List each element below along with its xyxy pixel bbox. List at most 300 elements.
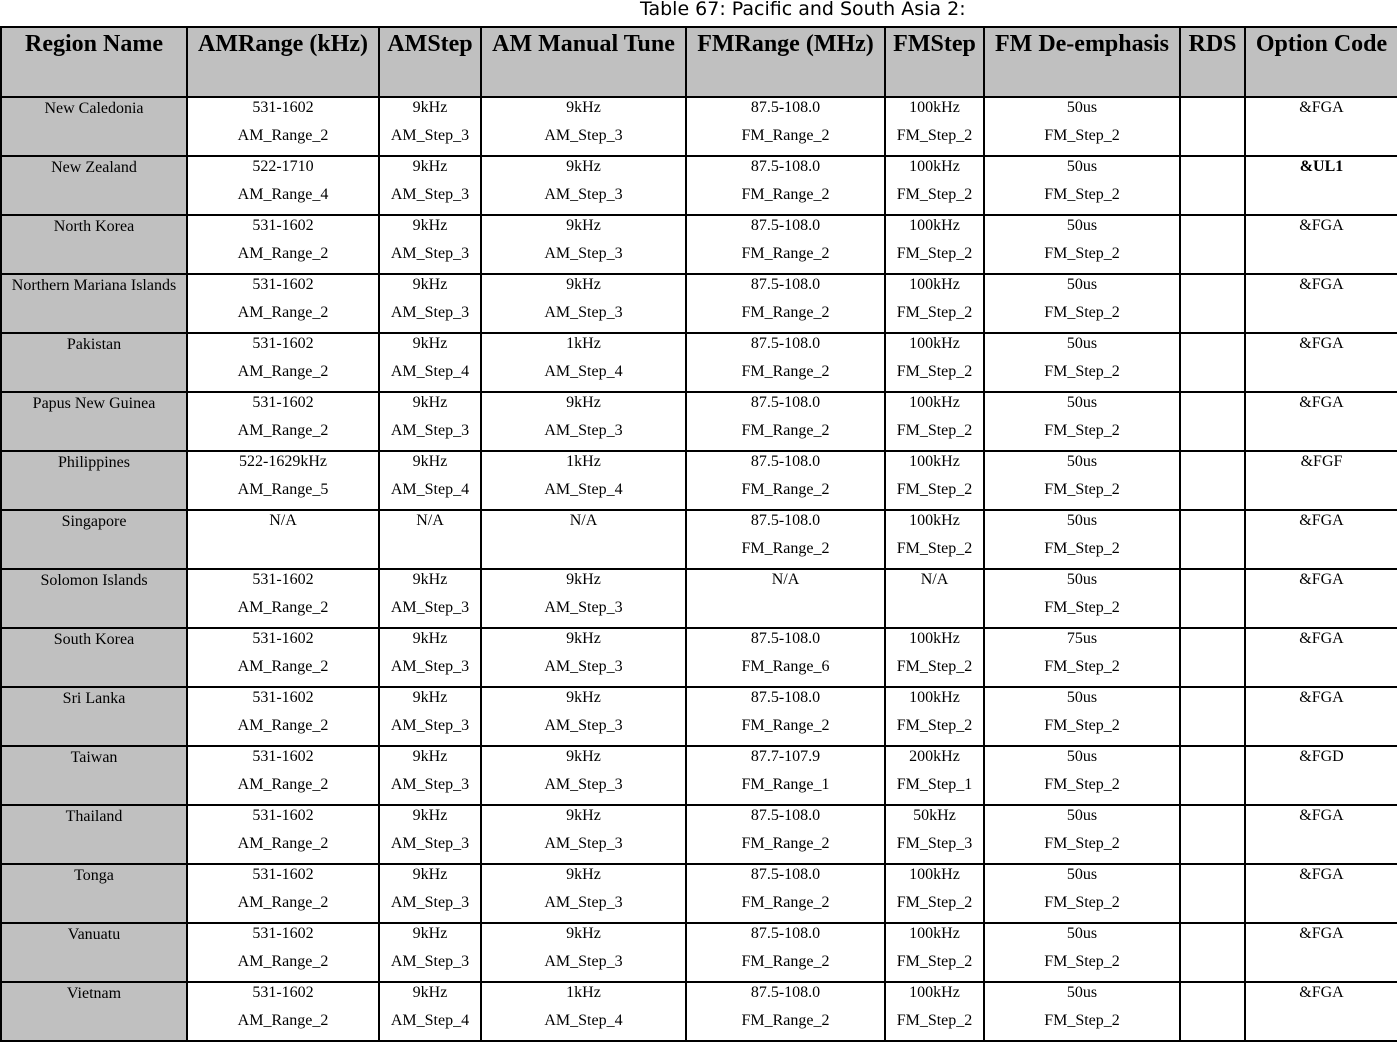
am-step-value: 9kHz <box>412 394 448 411</box>
am-manual-tune-identifier: AM_Step_4 <box>544 363 623 380</box>
am-manual-tune-cell <box>481 923 686 982</box>
am-manual-tune-identifier: AM_Step_3 <box>544 599 623 616</box>
am-step-cell <box>379 864 481 923</box>
am-step-identifier: AM_Step_3 <box>390 599 470 616</box>
rds-cell <box>1180 215 1245 274</box>
am-step-identifier <box>380 535 480 563</box>
fm-deemphasis-cell <box>984 333 1180 392</box>
am-range-identifier: AM_Range_2 <box>237 363 329 380</box>
header-am-manual-tune: AM Manual Tune <box>481 27 686 97</box>
am-step-cell <box>379 628 481 687</box>
am-step-identifier: AM_Step_3 <box>390 422 470 439</box>
fm-range-identifier <box>687 594 884 622</box>
fm-step-value: 100kHz <box>909 925 960 942</box>
am-manual-tune-value: 1kHz <box>566 453 601 470</box>
fm-deemphasis-value: 50us <box>1066 99 1098 116</box>
am-manual-tune-value: 9kHz <box>566 571 601 588</box>
fm-deemphasis-value: 50us <box>1066 866 1098 883</box>
fm-range-cell <box>686 215 885 274</box>
fm-range-identifier: FM_Range_2 <box>741 835 830 852</box>
fm-range-value: 87.5-108.0 <box>750 99 821 116</box>
option-code-cell: &FGA <box>1245 569 1397 628</box>
fm-deemphasis-value: 50us <box>1066 689 1098 706</box>
header-fm-step: FMStep <box>885 27 984 97</box>
region-name-cell: Thailand <box>1 805 187 864</box>
am-manual-tune-identifier: AM_Step_4 <box>544 481 623 498</box>
am-manual-tune-cell <box>481 687 686 746</box>
fm-range-value: 87.5-108.0 <box>750 689 821 706</box>
am-manual-tune-value: 9kHz <box>566 807 601 824</box>
am-range-identifier <box>188 535 378 563</box>
fm-range-cell <box>686 569 885 628</box>
fm-range-value: 87.7-107.9 <box>750 748 821 765</box>
fm-range-identifier: FM_Range_2 <box>741 1012 830 1029</box>
am-manual-tune-identifier: AM_Step_3 <box>544 658 623 675</box>
am-range-identifier: AM_Range_2 <box>237 953 329 970</box>
fm-deemphasis-identifier: FM_Step_2 <box>1044 186 1120 203</box>
header-row <box>1 27 1397 97</box>
am-range-value: 531-1602 <box>252 276 314 293</box>
fm-step-value: 100kHz <box>909 984 960 1001</box>
am-step-identifier: AM_Step_3 <box>390 894 470 911</box>
am-step-identifier: AM_Step_3 <box>390 658 470 675</box>
fm-deemphasis-value: 50us <box>1066 335 1098 352</box>
fm-range-value: 87.5-108.0 <box>750 512 821 529</box>
am-step-value: 9kHz <box>412 748 448 765</box>
fm-deemphasis-cell <box>984 982 1180 1041</box>
am-step-cell <box>379 97 481 156</box>
fm-range-identifier: FM_Range_2 <box>741 245 830 262</box>
am-range-value: N/A <box>269 512 297 529</box>
am-range-cell <box>187 392 379 451</box>
fm-range-cell <box>686 864 885 923</box>
am-manual-tune-cell <box>481 510 686 569</box>
am-manual-tune-cell <box>481 215 686 274</box>
fm-deemphasis-identifier: FM_Step_2 <box>1044 304 1120 321</box>
header-fm-range: FMRange (MHz) <box>686 27 885 97</box>
fm-deemphasis-cell <box>984 923 1180 982</box>
fm-range-value: 87.5-108.0 <box>750 984 821 1001</box>
fm-step-identifier: FM_Step_2 <box>896 658 973 675</box>
table-body <box>1 97 1397 1041</box>
fm-deemphasis-value: 50us <box>1066 394 1098 411</box>
region-name-cell: Taiwan <box>1 746 187 805</box>
am-step-cell <box>379 805 481 864</box>
rds-cell <box>1180 569 1245 628</box>
am-step-identifier: AM_Step_3 <box>390 776 470 793</box>
am-step-cell <box>379 687 481 746</box>
region-name-cell: Northern Mariana Islands <box>1 274 187 333</box>
fm-step-value: 100kHz <box>909 630 960 647</box>
region-name-cell: Philippines <box>1 451 187 510</box>
option-code-cell: &FGA <box>1245 510 1397 569</box>
am-manual-tune-cell <box>481 864 686 923</box>
am-step-value: N/A <box>416 512 444 529</box>
option-code-cell: &FGA <box>1245 392 1397 451</box>
am-manual-tune-cell <box>481 451 686 510</box>
am-step-cell <box>379 274 481 333</box>
rds-cell <box>1180 333 1245 392</box>
am-range-cell <box>187 687 379 746</box>
fm-step-cell <box>885 510 984 569</box>
rds-cell <box>1180 451 1245 510</box>
region-name-cell: Tonga <box>1 864 187 923</box>
am-range-cell <box>187 982 379 1041</box>
am-range-value: 531-1602 <box>252 748 314 765</box>
am-range-cell <box>187 805 379 864</box>
region-name-cell: New Zealand <box>1 156 187 215</box>
am-manual-tune-value: 9kHz <box>566 748 601 765</box>
fm-step-value: 100kHz <box>909 217 960 234</box>
table-row <box>1 97 1397 156</box>
am-step-cell <box>379 923 481 982</box>
option-code-cell: &FGA <box>1245 864 1397 923</box>
region-name-cell: Pakistan <box>1 333 187 392</box>
am-step-cell <box>379 451 481 510</box>
am-step-identifier: AM_Step_3 <box>390 835 470 852</box>
fm-deemphasis-identifier: FM_Step_2 <box>1044 422 1120 439</box>
region-name-cell: Papus New Guinea <box>1 392 187 451</box>
fm-step-cell <box>885 156 984 215</box>
fm-deemphasis-cell <box>984 805 1180 864</box>
fm-range-identifier: FM_Range_1 <box>741 776 830 793</box>
fm-deemphasis-identifier: FM_Step_2 <box>1044 540 1120 557</box>
am-manual-tune-identifier: AM_Step_3 <box>544 186 623 203</box>
option-code-cell: &FGA <box>1245 274 1397 333</box>
am-manual-tune-identifier: AM_Step_3 <box>544 953 623 970</box>
fm-step-cell <box>885 215 984 274</box>
am-range-identifier: AM_Range_2 <box>237 599 329 616</box>
fm-deemphasis-value: 50us <box>1066 925 1098 942</box>
table-caption-text: Table 67: Pacific and South Asia 2: <box>640 0 966 20</box>
table-row <box>1 156 1397 215</box>
fm-range-value: N/A <box>771 571 800 588</box>
am-range-cell <box>187 510 379 569</box>
am-range-cell <box>187 274 379 333</box>
fm-deemphasis-value: 50us <box>1066 512 1098 529</box>
fm-deemphasis-identifier: FM_Step_2 <box>1044 835 1120 852</box>
am-range-value: 531-1602 <box>252 630 314 647</box>
am-step-value: 9kHz <box>412 453 448 470</box>
am-step-identifier: AM_Step_4 <box>390 1012 470 1029</box>
fm-deemphasis-identifier: FM_Step_2 <box>1044 245 1120 262</box>
fm-range-cell <box>686 451 885 510</box>
fm-range-cell <box>686 156 885 215</box>
am-manual-tune-cell <box>481 982 686 1041</box>
fm-range-cell <box>686 392 885 451</box>
fm-range-cell <box>686 333 885 392</box>
fm-deemphasis-cell <box>984 274 1180 333</box>
am-step-identifier: AM_Step_3 <box>390 953 470 970</box>
fm-step-cell <box>885 982 984 1041</box>
fm-step-value: 200kHz <box>909 748 960 765</box>
am-manual-tune-value: 9kHz <box>566 866 601 883</box>
am-manual-tune-value: 9kHz <box>566 630 601 647</box>
option-code-cell: &FGA <box>1245 805 1397 864</box>
fm-step-identifier: FM_Step_2 <box>896 953 973 970</box>
fm-deemphasis-identifier: FM_Step_2 <box>1044 717 1120 734</box>
am-manual-tune-value: 9kHz <box>566 217 601 234</box>
fm-step-value: 100kHz <box>909 453 960 470</box>
am-range-cell <box>187 156 379 215</box>
am-step-cell <box>379 215 481 274</box>
am-range-identifier: AM_Range_2 <box>237 304 329 321</box>
fm-step-cell <box>885 274 984 333</box>
table-row <box>1 982 1397 1041</box>
header-fm-deemphasis: FM De-emphasis <box>984 27 1180 97</box>
am-manual-tune-identifier: AM_Step_3 <box>544 422 623 439</box>
fm-step-cell <box>885 923 984 982</box>
am-step-cell <box>379 982 481 1041</box>
fm-deemphasis-identifier: FM_Step_2 <box>1044 599 1120 616</box>
am-manual-tune-cell <box>481 274 686 333</box>
am-range-cell <box>187 864 379 923</box>
fm-step-identifier: FM_Step_2 <box>896 422 973 439</box>
fm-step-value: 100kHz <box>909 394 960 411</box>
fm-step-value: 100kHz <box>909 512 960 529</box>
fm-range-identifier: FM_Range_2 <box>741 894 830 911</box>
am-range-identifier: AM_Range_2 <box>237 658 329 675</box>
am-manual-tune-identifier: AM_Step_3 <box>544 835 623 852</box>
am-manual-tune-cell <box>481 805 686 864</box>
fm-deemphasis-identifier: FM_Step_2 <box>1044 953 1120 970</box>
option-code-cell: &FGD <box>1245 746 1397 805</box>
fm-deemphasis-value: 50us <box>1066 453 1098 470</box>
fm-deemphasis-cell <box>984 392 1180 451</box>
region-name-cell: New Caledonia <box>1 97 187 156</box>
am-manual-tune-identifier: AM_Step_3 <box>544 894 623 911</box>
fm-deemphasis-identifier: FM_Step_2 <box>1044 363 1120 380</box>
am-range-value: 531-1602 <box>252 984 314 1001</box>
am-manual-tune-identifier <box>482 535 685 563</box>
header-rds: RDS <box>1180 27 1245 97</box>
fm-deemphasis-value: 50us <box>1066 276 1098 293</box>
rds-cell <box>1180 97 1245 156</box>
fm-deemphasis-value: 50us <box>1066 984 1098 1001</box>
am-manual-tune-value: N/A <box>569 512 598 529</box>
option-code-cell: &FGA <box>1245 628 1397 687</box>
fm-deemphasis-value: 50us <box>1066 217 1098 234</box>
fm-range-cell <box>686 746 885 805</box>
fm-range-cell <box>686 923 885 982</box>
fm-step-identifier: FM_Step_3 <box>896 835 973 852</box>
am-manual-tune-value: 9kHz <box>566 158 601 175</box>
fm-step-value: 100kHz <box>909 158 960 175</box>
rds-cell <box>1180 687 1245 746</box>
table-row <box>1 628 1397 687</box>
header-am-step: AMStep <box>379 27 481 97</box>
am-manual-tune-identifier: AM_Step_4 <box>544 1012 623 1029</box>
am-range-value: 522-1629kHz <box>239 453 327 470</box>
fm-deemphasis-value: 50us <box>1066 158 1098 175</box>
am-range-value: 531-1602 <box>252 394 314 411</box>
am-step-cell <box>379 156 481 215</box>
fm-range-identifier: FM_Range_2 <box>741 953 830 970</box>
am-range-identifier: AM_Range_4 <box>237 186 329 203</box>
am-range-value: 531-1602 <box>252 335 314 352</box>
fm-range-identifier: FM_Range_2 <box>741 304 830 321</box>
am-step-value: 9kHz <box>412 571 448 588</box>
option-code-cell: &UL1 <box>1245 156 1397 215</box>
fm-range-value: 87.5-108.0 <box>750 453 821 470</box>
am-step-identifier: AM_Step_3 <box>390 245 470 262</box>
am-range-cell <box>187 97 379 156</box>
fm-range-identifier: FM_Range_2 <box>741 481 830 498</box>
am-step-cell <box>379 569 481 628</box>
am-range-identifier: AM_Range_2 <box>237 422 329 439</box>
am-manual-tune-value: 9kHz <box>566 394 601 411</box>
am-manual-tune-identifier: AM_Step_3 <box>544 245 623 262</box>
table-header <box>1 27 1397 97</box>
am-range-value: 531-1602 <box>252 99 314 116</box>
am-step-value: 9kHz <box>412 689 448 706</box>
fm-step-cell <box>885 628 984 687</box>
fm-step-identifier: FM_Step_2 <box>896 894 973 911</box>
table-row <box>1 746 1397 805</box>
am-manual-tune-cell <box>481 333 686 392</box>
fm-range-cell <box>686 687 885 746</box>
option-code-cell: &FGA <box>1245 97 1397 156</box>
fm-step-identifier: FM_Step_2 <box>896 245 973 262</box>
fm-range-identifier: FM_Range_2 <box>741 540 830 557</box>
fm-deemphasis-identifier: FM_Step_2 <box>1044 894 1120 911</box>
fm-range-value: 87.5-108.0 <box>750 630 821 647</box>
am-step-value: 9kHz <box>412 630 448 647</box>
fm-range-value: 87.5-108.0 <box>750 276 821 293</box>
am-range-value: 531-1602 <box>252 925 314 942</box>
rds-cell <box>1180 510 1245 569</box>
am-manual-tune-identifier: AM_Step_3 <box>544 304 623 321</box>
fm-deemphasis-identifier: FM_Step_2 <box>1044 658 1120 675</box>
am-manual-tune-cell <box>481 569 686 628</box>
fm-step-identifier: FM_Step_2 <box>896 363 973 380</box>
am-step-value: 9kHz <box>412 217 448 234</box>
fm-range-identifier: FM_Range_2 <box>741 363 830 380</box>
fm-range-value: 87.5-108.0 <box>750 925 821 942</box>
header-am-range: AMRange (kHz) <box>187 27 379 97</box>
fm-step-identifier: FM_Step_2 <box>896 186 973 203</box>
table-row <box>1 451 1397 510</box>
fm-range-identifier: FM_Range_2 <box>741 717 830 734</box>
fm-range-identifier: FM_Range_6 <box>741 658 830 675</box>
option-code-cell: &FGA <box>1245 982 1397 1041</box>
am-step-identifier: AM_Step_3 <box>390 186 470 203</box>
am-range-identifier: AM_Range_2 <box>237 894 329 911</box>
am-manual-tune-cell <box>481 392 686 451</box>
fm-step-cell <box>885 333 984 392</box>
table-row <box>1 510 1397 569</box>
fm-range-value: 87.5-108.0 <box>750 335 821 352</box>
am-range-identifier: AM_Range_5 <box>237 481 329 498</box>
fm-step-cell <box>885 746 984 805</box>
am-range-value: 531-1602 <box>252 807 314 824</box>
fm-range-value: 87.5-108.0 <box>750 158 821 175</box>
am-manual-tune-identifier: AM_Step_3 <box>544 776 623 793</box>
am-step-value: 9kHz <box>412 158 448 175</box>
am-range-identifier: AM_Range_2 <box>237 245 329 262</box>
fm-deemphasis-value: 50us <box>1066 571 1098 588</box>
fm-deemphasis-cell <box>984 97 1180 156</box>
am-step-identifier: AM_Step_3 <box>390 304 470 321</box>
am-manual-tune-value: 9kHz <box>566 689 601 706</box>
am-range-cell <box>187 746 379 805</box>
fm-step-value: 50kHz <box>913 807 956 824</box>
fm-deemphasis-identifier: FM_Step_2 <box>1044 127 1120 144</box>
fm-range-identifier: FM_Range_2 <box>741 127 830 144</box>
am-manual-tune-value: 1kHz <box>566 984 601 1001</box>
am-range-identifier: AM_Range_2 <box>237 1012 329 1029</box>
rds-cell <box>1180 923 1245 982</box>
fm-step-identifier: FM_Step_2 <box>896 127 973 144</box>
am-manual-tune-cell <box>481 746 686 805</box>
fm-range-identifier: FM_Range_2 <box>741 422 830 439</box>
fm-step-cell <box>885 97 984 156</box>
fm-step-value: N/A <box>920 571 949 588</box>
am-step-value: 9kHz <box>412 866 448 883</box>
fm-step-cell <box>885 805 984 864</box>
fm-deemphasis-cell <box>984 510 1180 569</box>
fm-step-cell <box>885 864 984 923</box>
table-row <box>1 274 1397 333</box>
region-name-cell: South Korea <box>1 628 187 687</box>
am-step-value: 9kHz <box>412 925 448 942</box>
fm-step-identifier: FM_Step_2 <box>896 304 973 321</box>
table-row <box>1 687 1397 746</box>
am-range-cell <box>187 569 379 628</box>
option-code-cell: &FGA <box>1245 923 1397 982</box>
table-row <box>1 333 1397 392</box>
fm-step-identifier: FM_Step_1 <box>896 776 973 793</box>
am-manual-tune-value: 9kHz <box>566 276 601 293</box>
am-step-identifier: AM_Step_4 <box>390 363 470 380</box>
fm-deemphasis-identifier: FM_Step_2 <box>1044 776 1120 793</box>
am-step-value: 9kHz <box>412 99 448 116</box>
am-range-cell <box>187 628 379 687</box>
table-row <box>1 215 1397 274</box>
am-manual-tune-cell <box>481 156 686 215</box>
am-manual-tune-identifier: AM_Step_3 <box>544 717 623 734</box>
fm-step-value: 100kHz <box>909 689 960 706</box>
fm-deemphasis-identifier: FM_Step_2 <box>1044 1012 1120 1029</box>
rds-cell <box>1180 392 1245 451</box>
rds-cell <box>1180 628 1245 687</box>
fm-deemphasis-identifier: FM_Step_2 <box>1044 481 1120 498</box>
fm-step-value: 100kHz <box>909 99 960 116</box>
am-range-value: 531-1602 <box>252 217 314 234</box>
am-range-cell <box>187 333 379 392</box>
fm-range-cell <box>686 97 885 156</box>
am-range-identifier: AM_Range_2 <box>237 835 329 852</box>
fm-range-cell <box>686 510 885 569</box>
option-code-cell: &FGF <box>1245 451 1397 510</box>
fm-deemphasis-cell <box>984 628 1180 687</box>
fm-step-cell <box>885 569 984 628</box>
fm-step-cell <box>885 392 984 451</box>
fm-step-cell <box>885 451 984 510</box>
rds-cell <box>1180 982 1245 1041</box>
am-step-cell <box>379 746 481 805</box>
rds-cell <box>1180 864 1245 923</box>
table-row <box>1 392 1397 451</box>
table-caption <box>0 0 1397 24</box>
table-row <box>1 569 1397 628</box>
am-step-identifier: AM_Step_4 <box>390 481 470 498</box>
am-manual-tune-value: 1kHz <box>566 335 601 352</box>
fm-step-identifier: FM_Step_2 <box>896 540 973 557</box>
am-step-identifier: AM_Step_3 <box>390 127 470 144</box>
fm-deemphasis-value: 75us <box>1066 630 1098 647</box>
header-option-code: Option Code <box>1245 27 1397 97</box>
